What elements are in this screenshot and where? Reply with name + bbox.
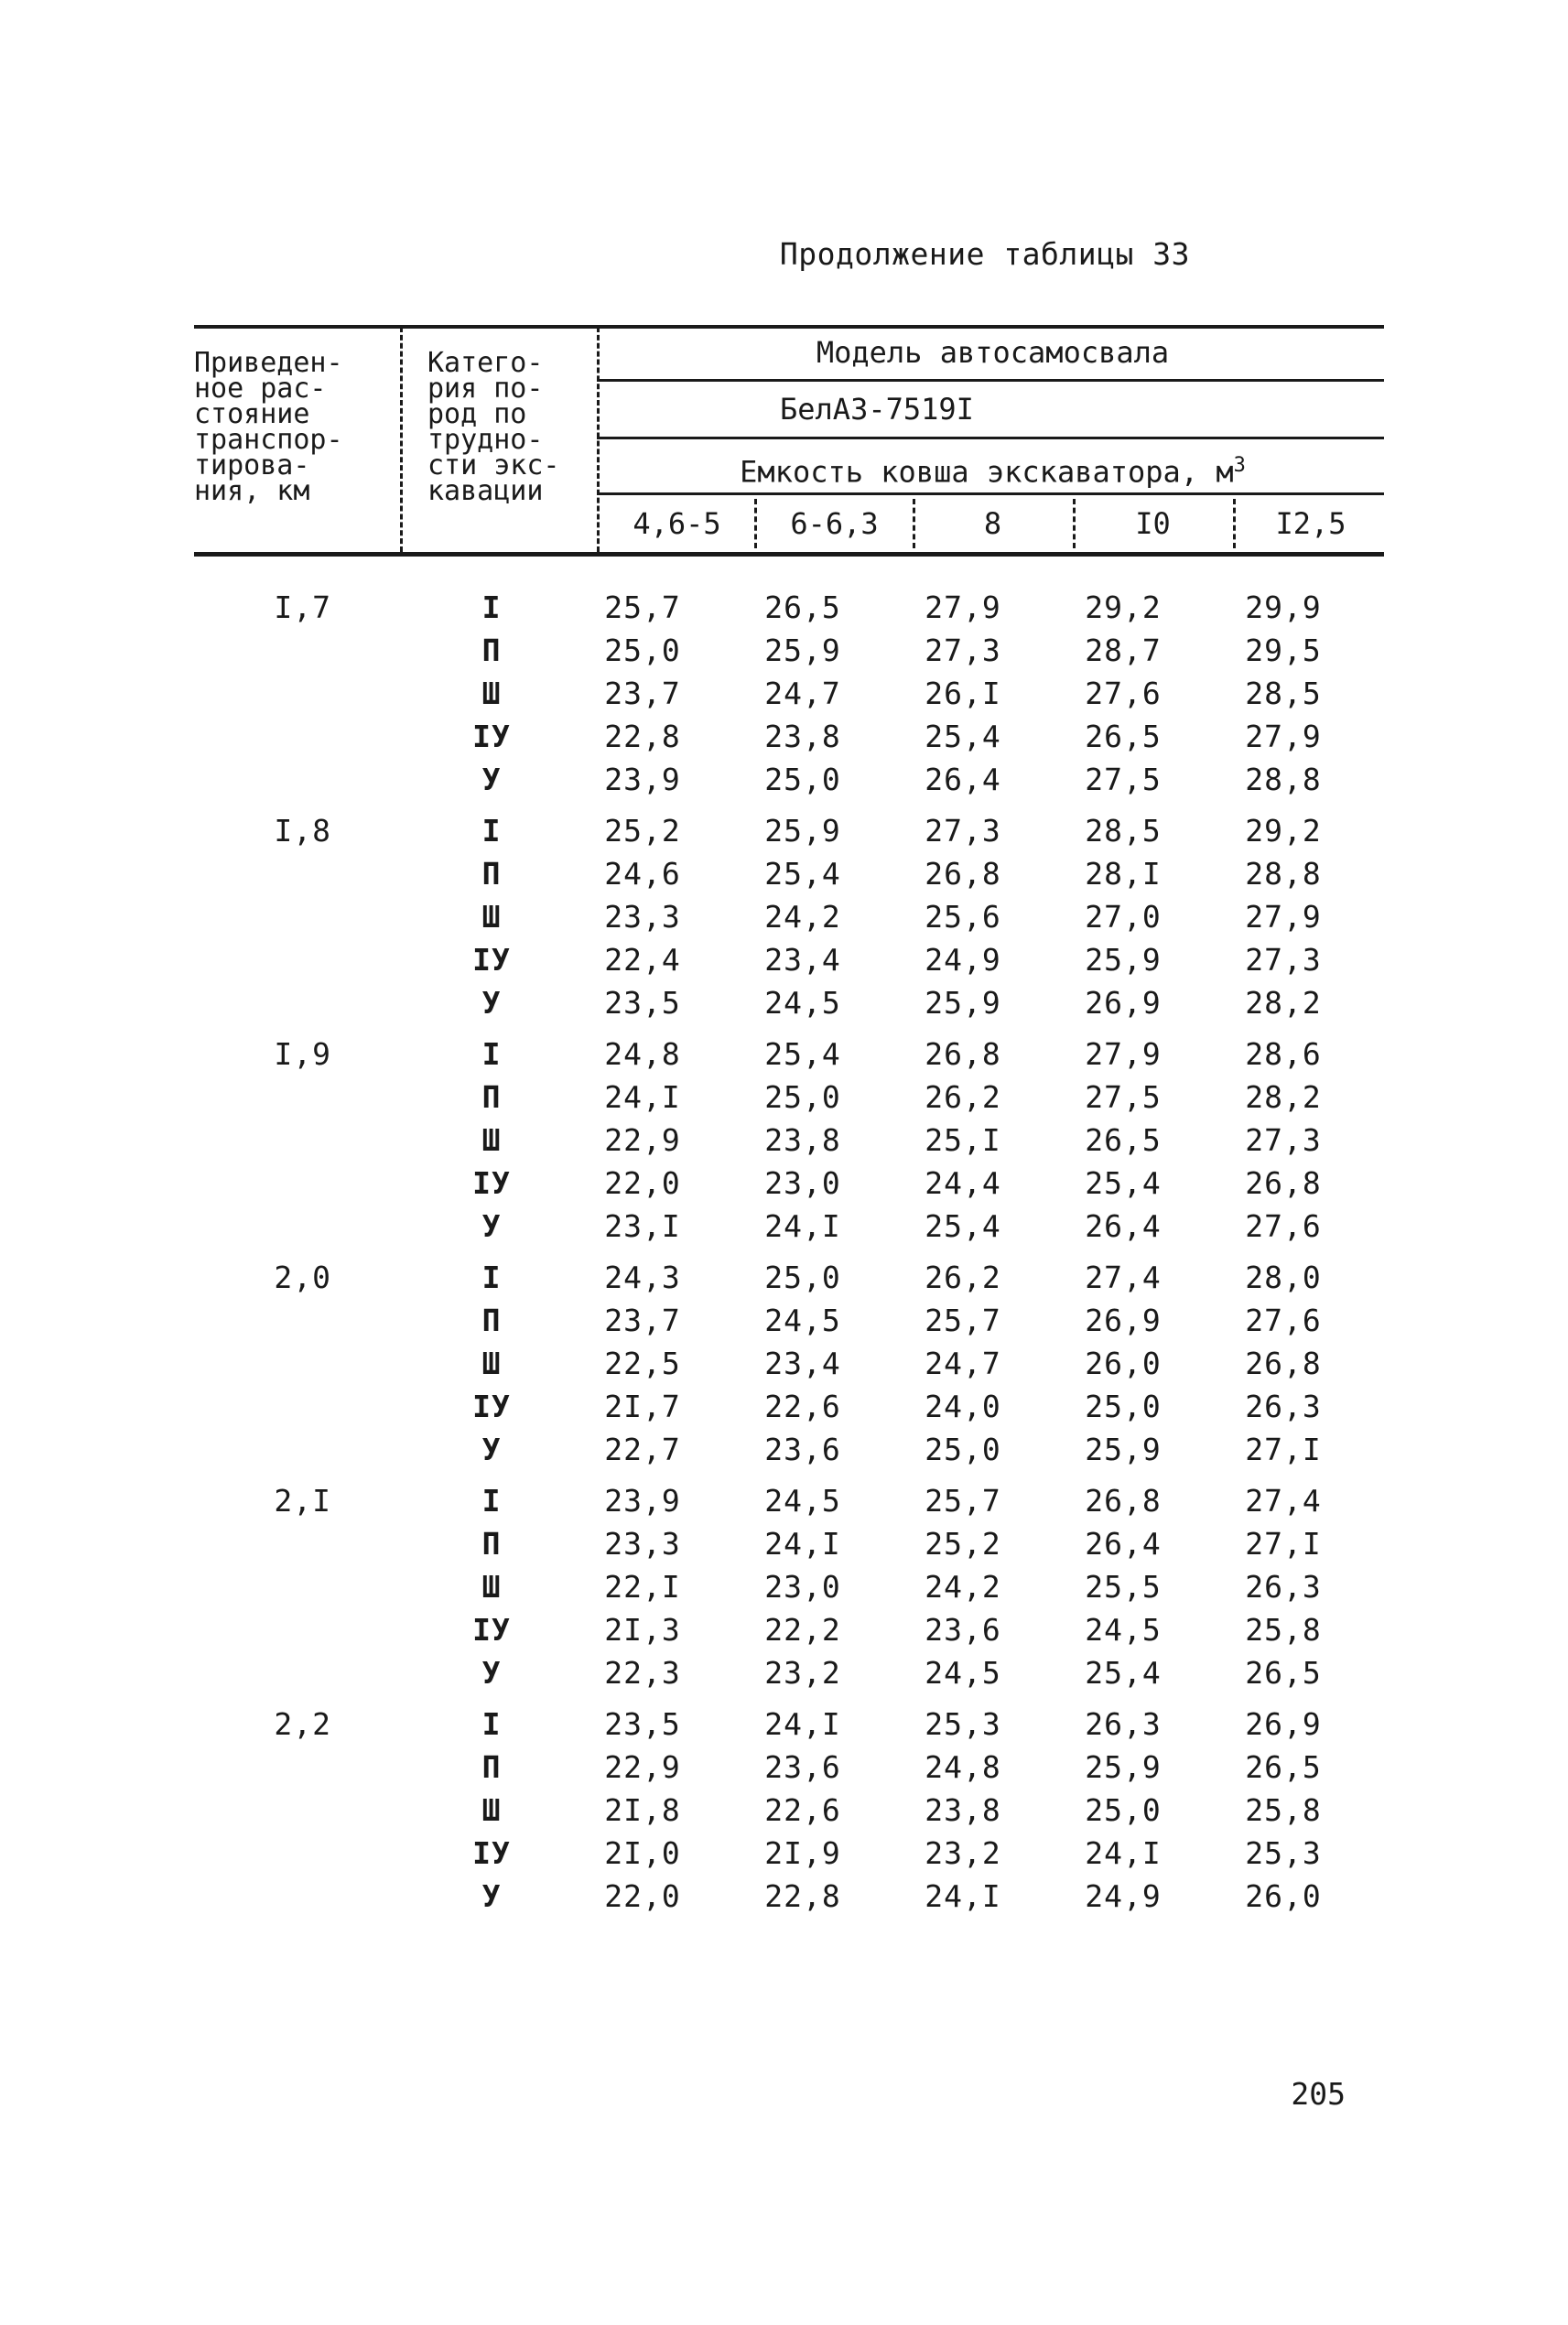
value-cell: 24,I — [604, 1079, 681, 1115]
category-cell: У — [481, 1432, 502, 1467]
table-row — [194, 1703, 1384, 1746]
distance-cell: I,9 — [274, 1036, 331, 1072]
value-cell: 29,9 — [1245, 589, 1322, 625]
table-row — [194, 1522, 1384, 1565]
value-cell: 23,3 — [604, 899, 681, 935]
value-cell: 25,4 — [764, 1036, 841, 1072]
value-cell: 24,4 — [925, 1165, 1001, 1201]
value-cell: 28,0 — [1245, 1260, 1322, 1295]
header-distance: Приведен- ное рас- стояние транспор- тирова- ния, км — [194, 347, 343, 507]
table-row — [194, 1385, 1384, 1428]
value-cell: 26,2 — [925, 1260, 1001, 1295]
category-cell: I — [481, 1260, 502, 1295]
value-cell: 22,8 — [604, 719, 681, 754]
table-row — [194, 1832, 1384, 1875]
category-cell: У — [481, 762, 502, 797]
table-row — [194, 1875, 1384, 1918]
value-cell: 2I,0 — [604, 1835, 681, 1871]
category-cell: У — [481, 1208, 502, 1244]
value-cell: 22,2 — [764, 1612, 841, 1648]
value-cell: 24,8 — [925, 1749, 1001, 1785]
value-cell: 23,0 — [764, 1165, 841, 1201]
value-cell: 25,4 — [925, 719, 1001, 754]
category-cell: У — [481, 1878, 502, 1914]
value-cell: 27,6 — [1085, 676, 1162, 711]
category-cell: П — [481, 633, 502, 668]
table-row — [194, 758, 1384, 801]
table-row — [194, 1033, 1384, 1076]
table-row — [194, 852, 1384, 895]
value-cell: 26,5 — [1085, 1122, 1162, 1158]
table-row — [194, 1162, 1384, 1205]
value-cell: 23,I — [604, 1208, 681, 1244]
unit-superscript: 3 — [1233, 454, 1246, 477]
category-cell: I — [481, 813, 502, 849]
value-cell: 26,0 — [1245, 1878, 1322, 1914]
value-cell: 29,2 — [1085, 589, 1162, 625]
value-cell: 23,5 — [604, 1706, 681, 1742]
value-cell: 27,5 — [1085, 762, 1162, 797]
category-cell: Ш — [481, 1346, 502, 1381]
value-cell: 25,7 — [925, 1303, 1001, 1338]
value-cell: 27,I — [1245, 1526, 1322, 1562]
header-capacity-4: I0 — [1135, 506, 1171, 541]
value-cell: 2I,7 — [604, 1389, 681, 1424]
value-cell: 28,5 — [1085, 813, 1162, 849]
value-cell: 27,5 — [1085, 1079, 1162, 1115]
value-cell: 23,8 — [764, 719, 841, 754]
value-cell: 25,7 — [604, 589, 681, 625]
value-cell: 23,0 — [764, 1569, 841, 1605]
header-capacity-3: 8 — [983, 506, 1002, 541]
value-cell: 24,I — [764, 1208, 841, 1244]
value-cell: 25,0 — [925, 1432, 1001, 1467]
value-cell: 24,8 — [604, 1036, 681, 1072]
header-capacity-1: 4,6-5 — [633, 506, 721, 541]
category-cell: I — [481, 1483, 502, 1519]
table-group — [194, 586, 1384, 801]
header-top-rule — [194, 325, 1384, 329]
value-cell: 26,8 — [1085, 1483, 1162, 1519]
value-cell: 27,4 — [1245, 1483, 1322, 1519]
table-row — [194, 1205, 1384, 1248]
value-cell: 22,3 — [604, 1655, 681, 1691]
value-cell: 23,5 — [604, 985, 681, 1021]
value-cell: 26,5 — [1245, 1655, 1322, 1691]
value-cell: 25,7 — [925, 1483, 1001, 1519]
value-cell: 26,5 — [764, 589, 841, 625]
table-row — [194, 1076, 1384, 1119]
value-cell: 25,4 — [1085, 1655, 1162, 1691]
value-cell: 23,4 — [764, 942, 841, 978]
value-cell: 27,3 — [925, 813, 1001, 849]
category-cell: Ш — [481, 1569, 502, 1605]
value-cell: 24,2 — [925, 1569, 1001, 1605]
value-cell: 25,2 — [925, 1526, 1001, 1562]
value-cell: 27,9 — [1085, 1036, 1162, 1072]
value-cell: 28,2 — [1245, 1079, 1322, 1115]
category-cell: Ш — [481, 899, 502, 935]
value-cell: 25,9 — [1085, 1749, 1162, 1785]
value-cell: 23,2 — [764, 1655, 841, 1691]
value-cell: 26,I — [925, 676, 1001, 711]
distance-cell: I,7 — [274, 589, 331, 625]
value-cell: 22,8 — [764, 1878, 841, 1914]
value-cell: 26,3 — [1245, 1389, 1322, 1424]
header-rule-1 — [597, 379, 1384, 382]
value-cell: 25,6 — [925, 899, 1001, 935]
value-cell: 25,0 — [764, 1079, 841, 1115]
value-cell: 27,9 — [1245, 899, 1322, 935]
value-cell: 22,9 — [604, 1122, 681, 1158]
value-cell: 25,9 — [1085, 1432, 1162, 1467]
value-cell: 23,4 — [764, 1346, 841, 1381]
value-cell: 25,4 — [764, 856, 841, 892]
value-cell: 22,0 — [604, 1165, 681, 1201]
table-row — [194, 1746, 1384, 1789]
table-body — [194, 586, 1384, 1926]
value-cell: 24,9 — [1085, 1878, 1162, 1914]
value-cell: 23,9 — [604, 1483, 681, 1519]
value-cell: 27,9 — [925, 589, 1001, 625]
value-cell: 22,0 — [604, 1878, 681, 1914]
cap-separator-4 — [1233, 499, 1236, 548]
value-cell: 23,6 — [925, 1612, 1001, 1648]
value-cell: 28,I — [1085, 856, 1162, 892]
value-cell: 26,8 — [1245, 1346, 1322, 1381]
value-cell: 22,7 — [604, 1432, 681, 1467]
value-cell: 26,8 — [1245, 1165, 1322, 1201]
table-row — [194, 1428, 1384, 1471]
value-cell: 27,3 — [1245, 942, 1322, 978]
category-cell: I — [481, 1706, 502, 1742]
value-cell: 25,3 — [1245, 1835, 1322, 1871]
cap-separator-1 — [754, 499, 757, 548]
header-model-label: Модель автосамосвала — [816, 335, 1170, 370]
header-category: Катего- рия по- род по трудно- сти экс- кавации — [427, 347, 560, 507]
value-cell: 24,I — [764, 1526, 841, 1562]
value-cell: 26,8 — [925, 856, 1001, 892]
value-cell: 26,4 — [1085, 1526, 1162, 1562]
category-cell: П — [481, 1526, 502, 1562]
table-row — [194, 981, 1384, 1024]
value-cell: 22,6 — [764, 1792, 841, 1828]
value-cell: 28,7 — [1085, 633, 1162, 668]
value-cell: 25,5 — [1085, 1569, 1162, 1605]
cap-separator-2 — [913, 499, 915, 548]
value-cell: 26,9 — [1085, 1303, 1162, 1338]
category-cell: ІУ — [472, 1612, 511, 1648]
value-cell: 23,2 — [925, 1835, 1001, 1871]
value-cell: 26,5 — [1245, 1749, 1322, 1785]
category-cell: Ш — [481, 676, 502, 711]
value-cell: 25,9 — [764, 813, 841, 849]
value-cell: 27,3 — [925, 633, 1001, 668]
value-cell: 26,2 — [925, 1079, 1001, 1115]
value-cell: 25,0 — [604, 633, 681, 668]
value-cell: 26,0 — [1085, 1346, 1162, 1381]
category-cell: П — [481, 856, 502, 892]
distance-cell: I,8 — [274, 813, 331, 849]
value-cell: 22,I — [604, 1569, 681, 1605]
category-cell: I — [481, 1036, 502, 1072]
value-cell: 23,8 — [764, 1122, 841, 1158]
category-cell: ІУ — [472, 942, 511, 978]
value-cell: 24,I — [1085, 1835, 1162, 1871]
value-cell: 29,5 — [1245, 633, 1322, 668]
value-cell: 24,I — [764, 1706, 841, 1742]
table-row — [194, 1479, 1384, 1522]
table-row — [194, 1256, 1384, 1299]
table-group — [194, 809, 1384, 1024]
value-cell: 25,9 — [764, 633, 841, 668]
table-group — [194, 1479, 1384, 1694]
value-cell: 28,5 — [1245, 676, 1322, 711]
value-cell: 27,0 — [1085, 899, 1162, 935]
value-cell: 23,7 — [604, 676, 681, 711]
value-cell: 22,4 — [604, 942, 681, 978]
cap-separator-3 — [1073, 499, 1076, 548]
value-cell: 25,0 — [1085, 1389, 1162, 1424]
value-cell: 24,5 — [925, 1655, 1001, 1691]
value-cell: 26,8 — [925, 1036, 1001, 1072]
value-cell: 25,4 — [925, 1208, 1001, 1244]
value-cell: 27,4 — [1085, 1260, 1162, 1295]
category-cell: П — [481, 1303, 502, 1338]
table-row — [194, 1565, 1384, 1608]
table-row — [194, 629, 1384, 672]
value-cell: 27,I — [1245, 1432, 1322, 1467]
value-cell: 27,9 — [1245, 719, 1322, 754]
value-cell: 24,I — [925, 1878, 1001, 1914]
value-cell: 28,8 — [1245, 856, 1322, 892]
value-cell: 25,3 — [925, 1706, 1001, 1742]
table-row — [194, 1342, 1384, 1385]
value-cell: 2I,9 — [764, 1835, 841, 1871]
value-cell: 23,6 — [764, 1749, 841, 1785]
table-group — [194, 1703, 1384, 1918]
category-cell: ІУ — [472, 1165, 511, 1201]
value-cell: 27,3 — [1245, 1122, 1322, 1158]
table-row — [194, 1608, 1384, 1651]
value-cell: 24,0 — [925, 1389, 1001, 1424]
value-cell: 23,8 — [925, 1792, 1001, 1828]
value-cell: 23,3 — [604, 1526, 681, 1562]
value-cell: 23,7 — [604, 1303, 681, 1338]
value-cell: 24,5 — [764, 1483, 841, 1519]
category-cell: П — [481, 1079, 502, 1115]
value-cell: 25,4 — [1085, 1165, 1162, 1201]
value-cell: 26,4 — [1085, 1208, 1162, 1244]
table-row — [194, 938, 1384, 981]
value-cell: 25,2 — [604, 813, 681, 849]
category-cell: П — [481, 1749, 502, 1785]
value-cell: 24,5 — [764, 985, 841, 1021]
table-header — [194, 325, 1384, 558]
col-separator-2 — [597, 327, 600, 552]
distance-cell: 2,I — [274, 1483, 331, 1519]
value-cell: 25,8 — [1245, 1612, 1322, 1648]
table-row — [194, 895, 1384, 938]
header-rule-3 — [597, 492, 1384, 495]
value-cell: 27,6 — [1245, 1208, 1322, 1244]
table-row — [194, 672, 1384, 715]
value-cell: 24,2 — [764, 899, 841, 935]
distance-cell: 2,2 — [274, 1706, 331, 1742]
header-bucket-label: Емкость ковша экскаватора, $м^3$ — [740, 454, 1246, 490]
header-capacity-2: 6-6,3 — [790, 506, 879, 541]
table-group — [194, 1256, 1384, 1471]
value-cell: 25,9 — [925, 985, 1001, 1021]
value-cell: 24,3 — [604, 1260, 681, 1295]
category-cell: ІУ — [472, 1835, 511, 1871]
table-row — [194, 1299, 1384, 1342]
value-cell: 23,9 — [604, 762, 681, 797]
value-cell: 25,8 — [1245, 1792, 1322, 1828]
table-row — [194, 1119, 1384, 1162]
value-cell: 26,3 — [1245, 1569, 1322, 1605]
value-cell: 28,6 — [1245, 1036, 1322, 1072]
value-cell: 29,2 — [1245, 813, 1322, 849]
distance-cell: 2,0 — [274, 1260, 331, 1295]
value-cell: 26,9 — [1245, 1706, 1322, 1742]
value-cell: 22,6 — [764, 1389, 841, 1424]
value-cell: 2I,3 — [604, 1612, 681, 1648]
category-cell: У — [481, 1655, 502, 1691]
value-cell: 24,6 — [604, 856, 681, 892]
value-cell: 27,6 — [1245, 1303, 1322, 1338]
col-separator-1 — [400, 327, 403, 552]
category-cell: ІУ — [472, 1389, 511, 1424]
value-cell: 24,5 — [1085, 1612, 1162, 1648]
table-row — [194, 1789, 1384, 1832]
value-cell: 22,9 — [604, 1749, 681, 1785]
value-cell: 25,9 — [1085, 942, 1162, 978]
value-cell: 22,5 — [604, 1346, 681, 1381]
header-rule-2 — [597, 437, 1384, 439]
page-number: 205 — [1291, 2076, 1346, 2112]
table-row — [194, 586, 1384, 629]
category-cell: I — [481, 589, 502, 625]
value-cell: 24,9 — [925, 942, 1001, 978]
value-cell: 25,0 — [764, 762, 841, 797]
value-cell: 26,9 — [1085, 985, 1162, 1021]
value-cell: 26,4 — [925, 762, 1001, 797]
value-cell: 23,6 — [764, 1432, 841, 1467]
category-cell: ІУ — [472, 719, 511, 754]
value-cell: 25,0 — [764, 1260, 841, 1295]
value-cell: 25,I — [925, 1122, 1001, 1158]
value-cell: 26,5 — [1085, 719, 1162, 754]
value-cell: 24,7 — [925, 1346, 1001, 1381]
table-group — [194, 1033, 1384, 1248]
category-cell: У — [481, 985, 502, 1021]
table-row — [194, 715, 1384, 758]
table-row — [194, 809, 1384, 852]
value-cell: 26,3 — [1085, 1706, 1162, 1742]
header-truck-model: БелАЗ-7519I — [780, 392, 974, 427]
value-cell: 28,8 — [1245, 762, 1322, 797]
header-capacity-5: I2,5 — [1275, 506, 1346, 541]
value-cell: 24,7 — [764, 676, 841, 711]
value-cell: 25,0 — [1085, 1792, 1162, 1828]
value-cell: 24,5 — [764, 1303, 841, 1338]
value-cell: 2I,8 — [604, 1792, 681, 1828]
category-cell: Ш — [481, 1792, 502, 1828]
category-cell: Ш — [481, 1122, 502, 1158]
table-caption: Продолжение таблицы 33 — [779, 236, 1190, 272]
value-cell: 28,2 — [1245, 985, 1322, 1021]
table-row — [194, 1651, 1384, 1694]
header-bottom-rule — [194, 552, 1384, 557]
